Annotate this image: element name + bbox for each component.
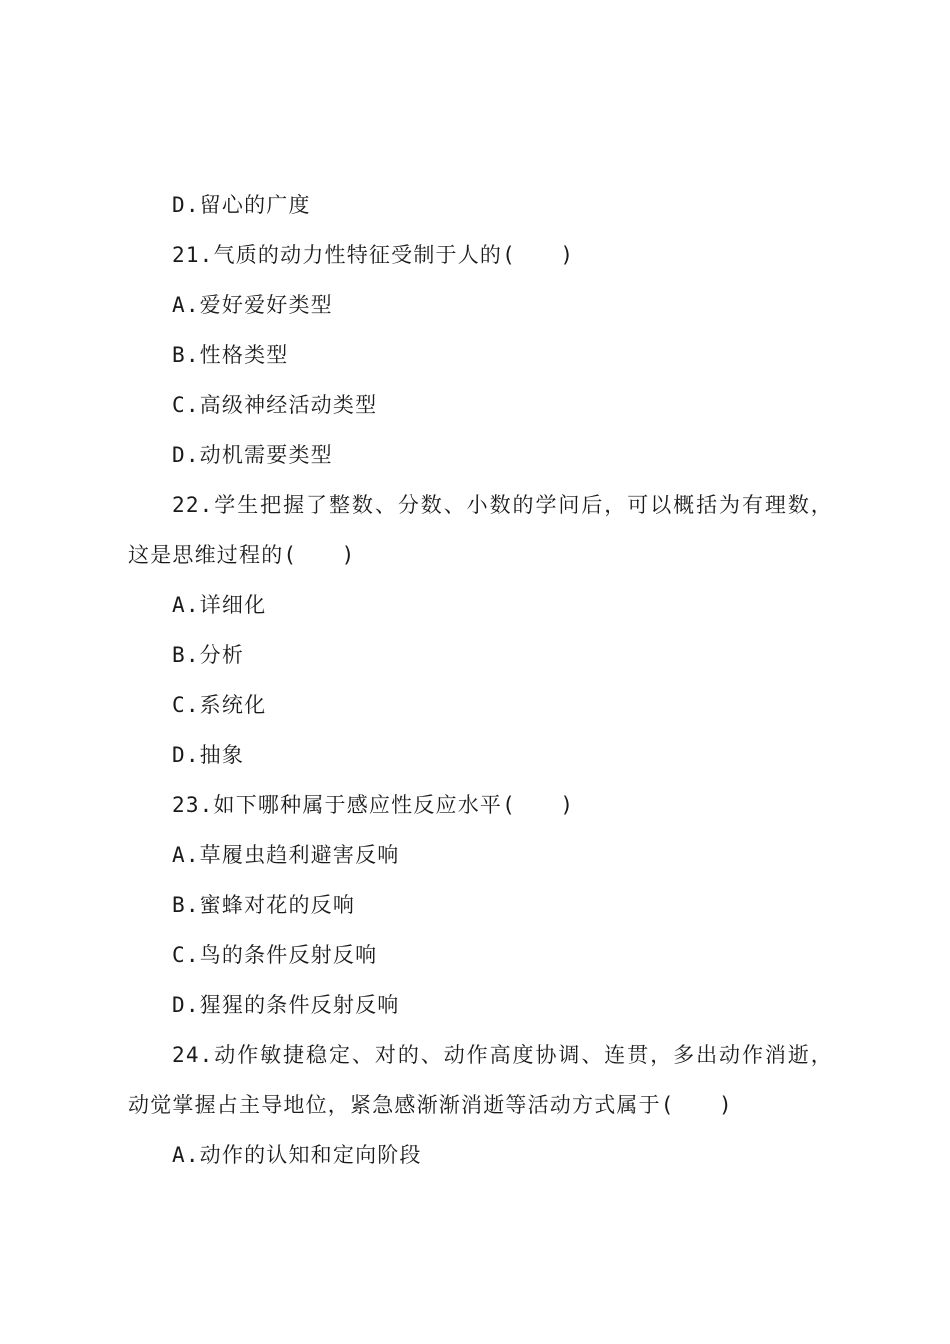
option-a: A.动作的认知和定向阶段: [172, 1143, 422, 1167]
option-b: B.分析: [172, 643, 245, 667]
question-list: [128, 180, 833, 1180]
option-d: D.猩猩的条件反射反响: [172, 993, 400, 1017]
question-24: 24.动作敏捷稳定、对的、动作高度协调、连贯，多出动作消逝，动觉掌握占主导地位，紧急感渐渐消逝等活动方式属于( ): [128, 1043, 833, 1117]
option-b: B.蜜蜂对花的反响: [172, 893, 356, 917]
option-d: D.抽象: [172, 743, 245, 767]
option-c: C.鸟的条件反射反响: [172, 943, 378, 967]
question-23: 23.如下哪种属于感应性反应水平( ): [172, 793, 575, 817]
option-b: B.性格类型: [172, 343, 289, 367]
question-22: 22.学生把握了整数、分数、小数的学问后，可以概括为有理数，这是思维过程的( ): [128, 493, 833, 567]
option-d: D.动机需要类型: [172, 443, 333, 467]
option-c: C.系统化: [172, 693, 267, 717]
option-a: A.爱好爱好类型: [172, 293, 333, 317]
option-c: C.高级神经活动类型: [172, 393, 378, 417]
option-a: A.草履虫趋利避害反响: [172, 843, 400, 867]
option-d-attention-breadth: D.留心的广度: [172, 193, 311, 217]
question-21: 21.气质的动力性特征受制于人的( ): [172, 243, 575, 267]
option-a: A.详细化: [172, 593, 267, 617]
